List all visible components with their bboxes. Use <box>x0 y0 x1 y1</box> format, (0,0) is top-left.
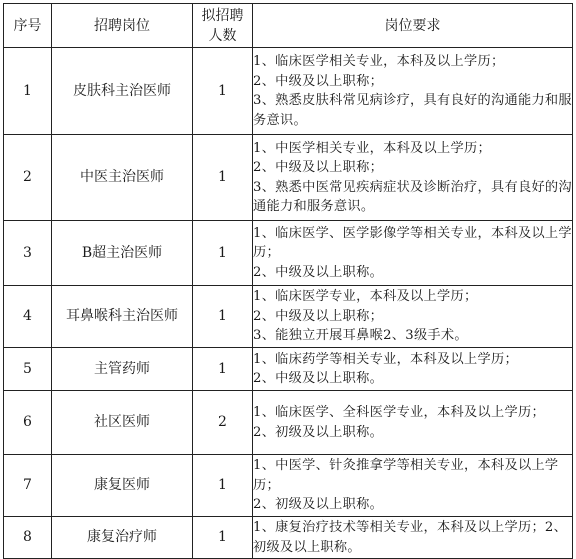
row-count: 1 <box>193 221 253 286</box>
row-count: 1 <box>193 48 253 135</box>
requirement-line: 2、中级及以上职称。 <box>253 264 384 280</box>
row-requirements <box>253 48 573 135</box>
row-count: 1 <box>193 517 253 559</box>
row-index: 6 <box>4 391 52 455</box>
table-row <box>4 517 573 559</box>
row-count: 1 <box>193 135 253 221</box>
row-requirements <box>253 135 573 221</box>
row-index: 1 <box>4 48 52 135</box>
row-position: 皮肤科主治医师 <box>52 48 193 135</box>
requirement-line: 2、中级及以上职称； <box>253 160 384 175</box>
header-count-line2: 人数 <box>208 27 237 44</box>
table-row <box>4 286 573 348</box>
table-row <box>4 348 573 391</box>
row-requirements <box>253 517 573 559</box>
row-count: 2 <box>193 391 253 455</box>
requirement-line: 2、中级及以上职称； <box>253 73 384 89</box>
row-requirements <box>253 221 573 286</box>
row-index: 3 <box>4 221 52 286</box>
row-position: 社区医师 <box>52 391 193 455</box>
requirement-line: 1、临床医学专业，本科及以上学历； <box>253 289 478 305</box>
row-position: 耳鼻喉科主治医师 <box>52 286 193 348</box>
table-row <box>4 391 573 455</box>
table-row <box>4 135 573 221</box>
requirement-line: 3、熟悉皮肤科常见病诊疗，具有良好的沟通能力和服务意识。 <box>253 93 572 128</box>
row-index: 4 <box>4 286 52 348</box>
row-requirements <box>253 391 573 455</box>
requirement-line: 3、熟悉中医常见疾病症状及诊断治疗，具有良好的沟通能力和服务意识。 <box>253 179 572 214</box>
row-count: 1 <box>193 348 253 391</box>
table-row <box>4 48 573 135</box>
row-index: 7 <box>4 455 52 517</box>
requirement-line: 2、中级及以上职称； <box>253 308 384 324</box>
row-position: 康复治疗师 <box>52 517 193 559</box>
requirement-line: 1、临床医学、医学影像学等相关专业，本科及以上学历； <box>253 225 572 261</box>
row-index: 5 <box>4 348 52 391</box>
row-index: 8 <box>4 517 52 559</box>
recruitment-table <box>3 3 573 559</box>
header-count <box>193 4 253 48</box>
requirement-line: 1、临床药学等相关专业，本科及以上学历； <box>253 351 518 367</box>
header-count-line1: 拟招聘 <box>201 7 244 24</box>
requirement-line: 1、临床医学相关专业，本科及以上学历； <box>253 54 505 69</box>
row-position: 中医主治医师 <box>52 135 193 221</box>
row-requirements <box>253 348 573 391</box>
requirement-line: 1、康复治疗技术等相关专业，本科及以上学历；2、初级及以上职称。 <box>253 520 568 555</box>
requirement-line: 3、能独立开展耳鼻喉2、3级手术。 <box>253 328 468 344</box>
table-row <box>4 221 573 286</box>
table-header-row <box>4 4 573 48</box>
row-position: B超主治医师 <box>52 221 193 286</box>
row-count: 1 <box>193 286 253 348</box>
row-requirements <box>253 455 573 517</box>
row-index: 2 <box>4 135 52 221</box>
header-index: 序号 <box>4 4 52 48</box>
row-count: 1 <box>193 455 253 517</box>
row-requirements <box>253 286 573 348</box>
requirement-line: 2、初级及以上职称。 <box>253 424 384 440</box>
requirement-line: 1、中医学相关专业，本科及以上学历； <box>253 140 491 156</box>
table-row <box>4 455 573 517</box>
requirement-line: 2、初级及以上职称。 <box>253 497 384 513</box>
requirement-line: 1、中医学、针灸推拿学等相关专业，本科及以上学历； <box>253 458 559 493</box>
requirement-line: 2、中级及以上职称。 <box>253 371 384 386</box>
header-requirements: 岗位要求 <box>253 4 573 48</box>
row-position: 主管药师 <box>52 348 193 391</box>
row-position: 康复医师 <box>52 455 193 517</box>
header-position: 招聘岗位 <box>52 4 193 48</box>
requirement-line: 1、临床医学、全科医学专业，本科及以上学历； <box>253 405 545 420</box>
